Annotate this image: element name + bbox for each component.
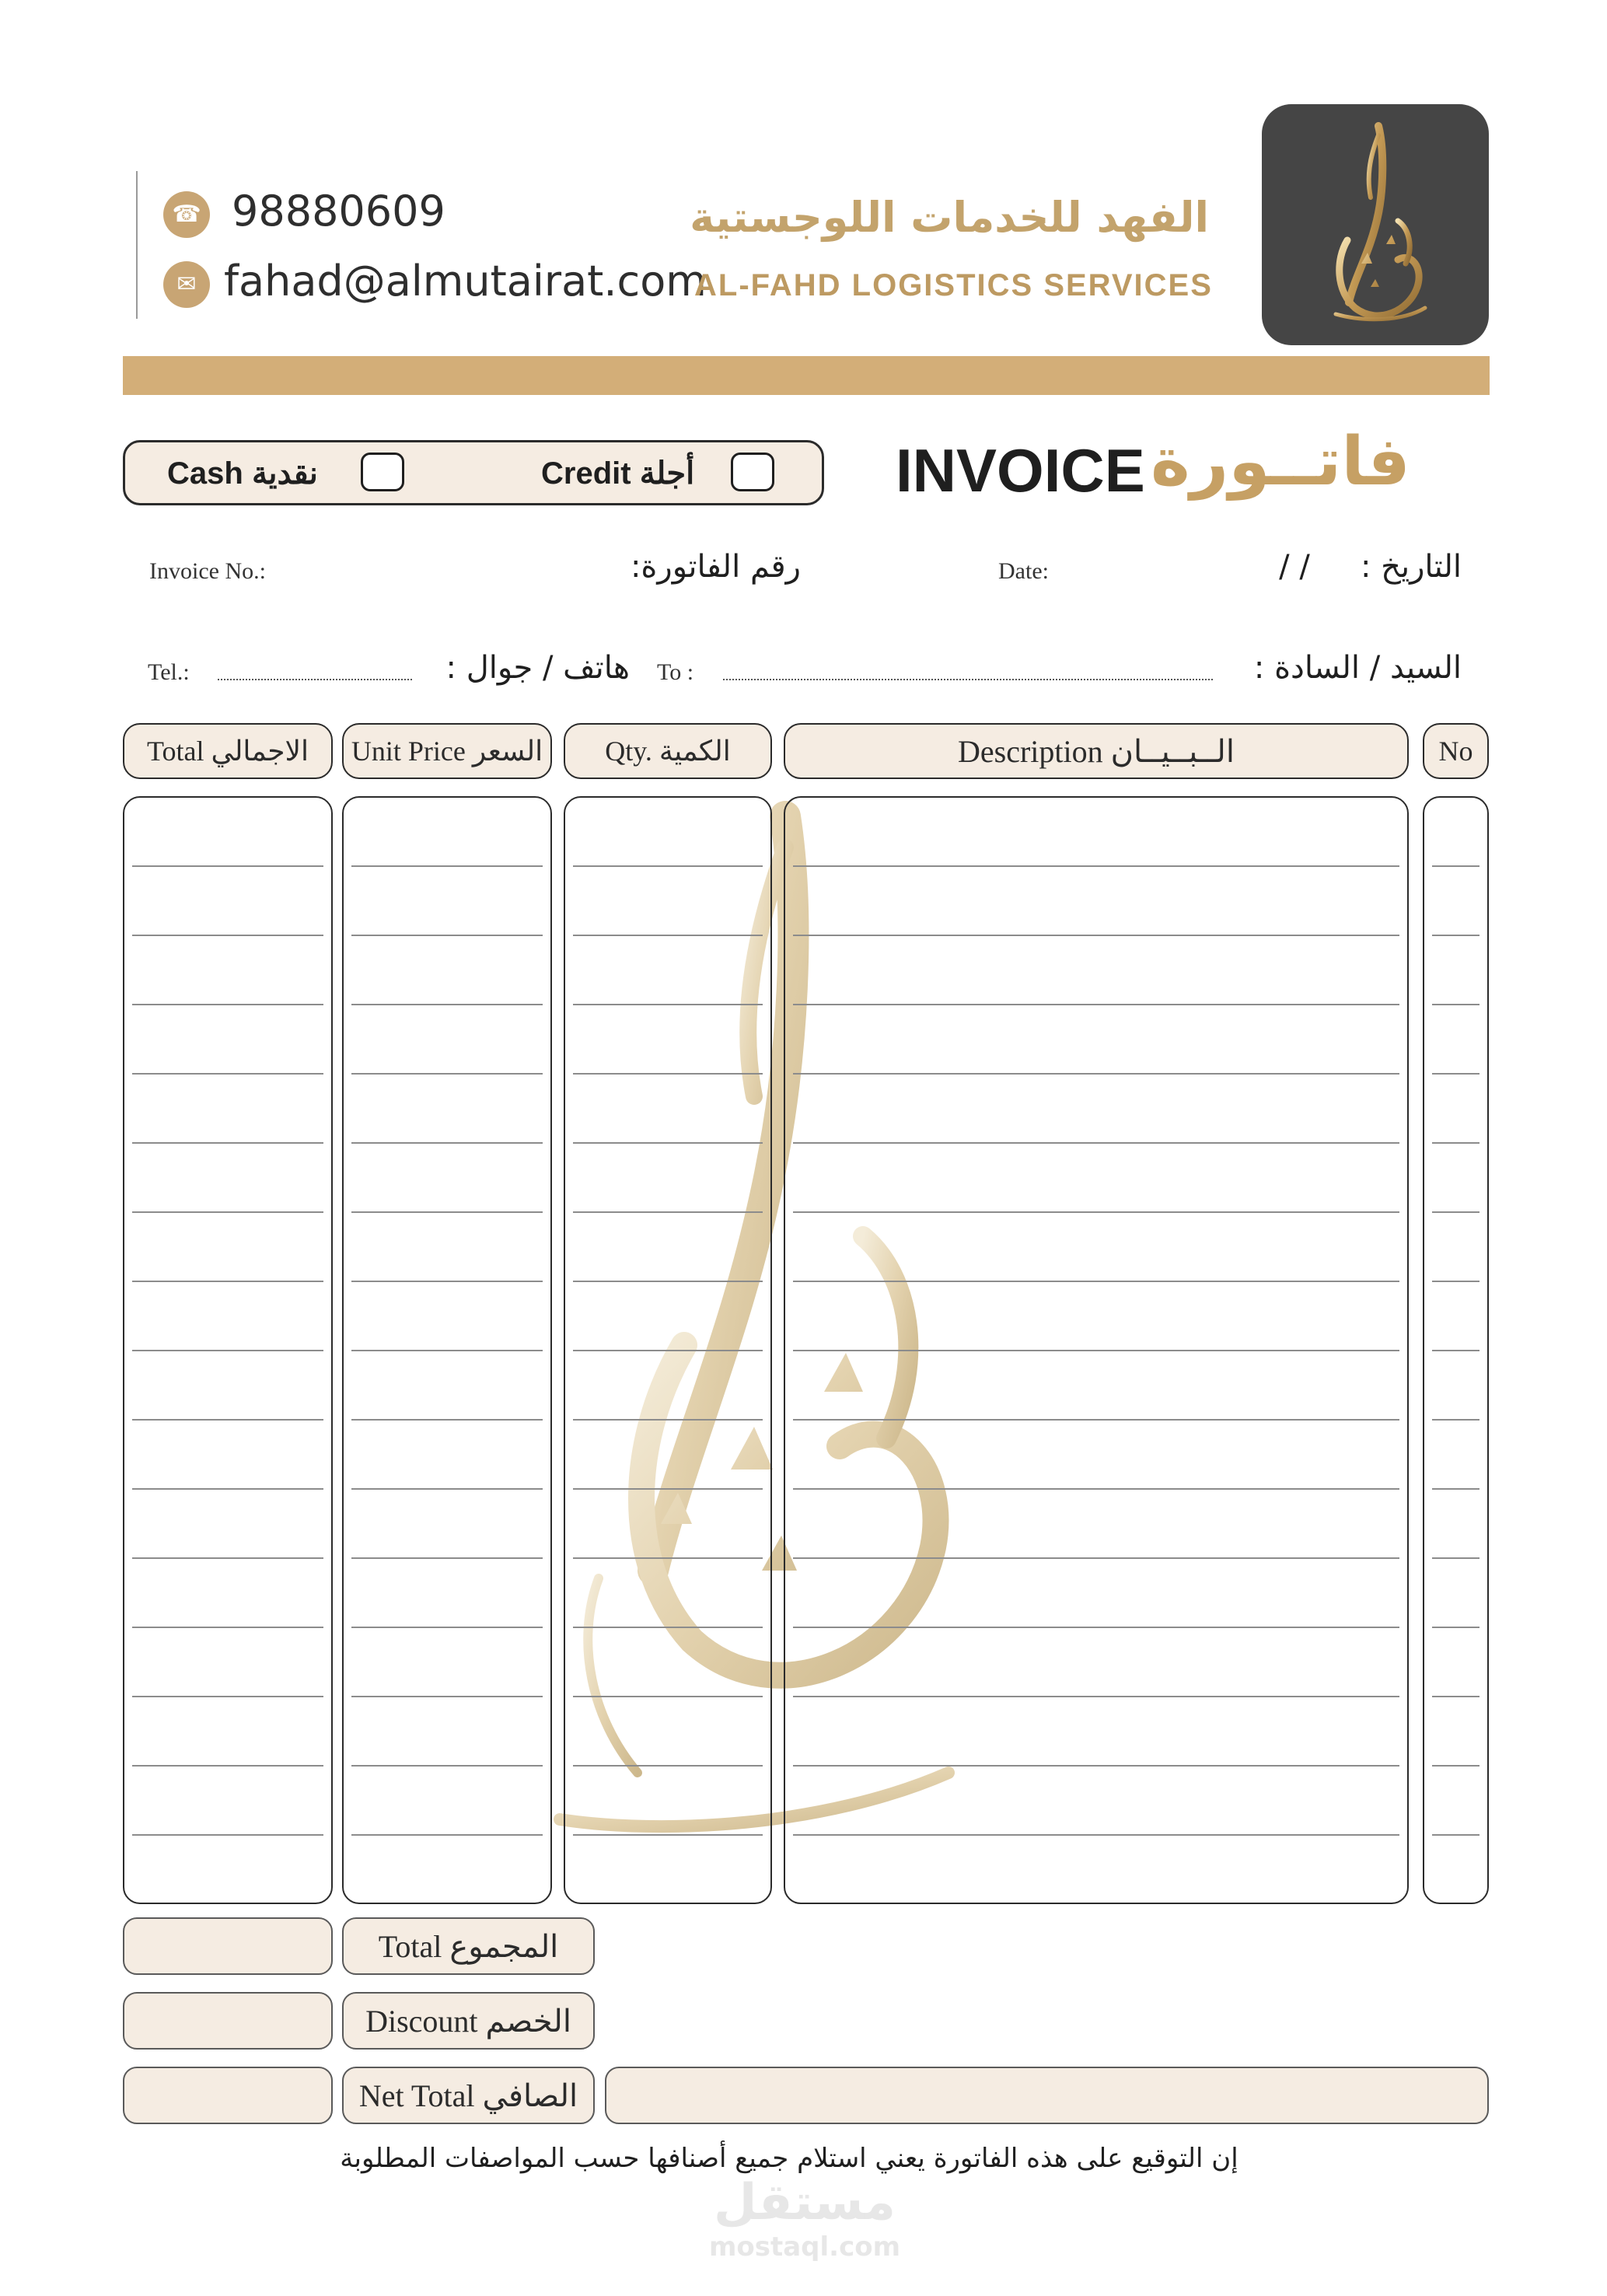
table-row-line (793, 1834, 1399, 1836)
company-name-english: AL-FAHD LOGISTICS SERVICES (694, 268, 1213, 302)
table-row-line (1432, 1211, 1479, 1213)
company-logo (1262, 104, 1489, 345)
column-header-no: No (1423, 723, 1489, 779)
tel-label-en: Tel.: (148, 659, 190, 685)
table-row-line (793, 1142, 1399, 1144)
to-label-en: To : (657, 659, 694, 685)
table-row-line (573, 1004, 763, 1005)
phone-number: 98880609 (232, 187, 445, 236)
column-header-description: Description الــبــيــان (784, 723, 1409, 779)
table-row-line (793, 1696, 1399, 1697)
table-row-line (132, 1142, 323, 1144)
table-row-line (1432, 1350, 1479, 1351)
table-row-line (1432, 1419, 1479, 1421)
table-row-line (793, 1488, 1399, 1490)
table-row-line (132, 1557, 323, 1559)
table-row-line (1432, 1073, 1479, 1075)
header-divider (136, 171, 138, 319)
credit-checkbox[interactable] (731, 453, 774, 491)
table-row-line (573, 1627, 763, 1628)
date-separators: / / (1279, 549, 1310, 585)
table-row-line (573, 1557, 763, 1559)
table-row-line (793, 1350, 1399, 1351)
table-row-line (573, 1696, 763, 1697)
table-row-line (573, 935, 763, 936)
tel-label-ar: هاتف / جوال : (445, 650, 630, 686)
table-row-line (573, 1488, 763, 1490)
calligraphy-logo-icon (1262, 104, 1489, 345)
cash-checkbox[interactable] (361, 453, 404, 491)
invoice-title-arabic: فاتــورة (1151, 423, 1410, 501)
net-total-value-field[interactable] (123, 2067, 333, 2124)
invoice-number-label-ar: رقم الفاتورة: (630, 549, 801, 585)
table-row-line (573, 1073, 763, 1075)
date-label-ar: التاريخ : (1360, 549, 1462, 585)
table-row-line (132, 1765, 323, 1767)
table-row-line (1432, 1765, 1479, 1767)
table-row-line (1432, 1142, 1479, 1144)
table-row-line (573, 1281, 763, 1282)
table-row-line (793, 1211, 1399, 1213)
table-row-line (351, 935, 543, 936)
phone-icon: ☎ (163, 191, 210, 238)
table-row-line (351, 1281, 543, 1282)
cash-label: Cash نقدية (167, 456, 318, 491)
signature-note: إن التوقيع على هذه الفاتورة يعني استلام جميع أصنافها حسب المواصفات المطلوبة (340, 2143, 1238, 2174)
mostaql-watermark-arabic: مستقل (713, 2174, 896, 2231)
table-row-line (351, 1557, 543, 1559)
table-row-line (573, 865, 763, 867)
table-row-line (132, 1004, 323, 1005)
table-row-line (351, 1834, 543, 1836)
table-row-line (573, 1419, 763, 1421)
table-row-line (132, 935, 323, 936)
table-row-line (793, 865, 1399, 867)
table-row-line (1432, 1696, 1479, 1697)
table-row-line (351, 1765, 543, 1767)
company-name-arabic: الفهد للخدمات اللوجستية (690, 193, 1209, 242)
table-row-line (573, 1834, 763, 1836)
credit-label: Credit أجلة (541, 456, 695, 491)
mostaql-watermark-url: mostaql.com (708, 2231, 901, 2263)
email-address: fahad@almutairat.com (224, 257, 707, 306)
column-header-unit-price: Unit Price السعر (342, 723, 552, 779)
discount-value-field[interactable] (123, 1992, 333, 2050)
column-header-qty: Qty. الكمية (564, 723, 772, 779)
table-row-line (1432, 865, 1479, 867)
table-row-line (351, 1350, 543, 1351)
table-row-line (573, 1142, 763, 1144)
table-row-line (1432, 1488, 1479, 1490)
amount-in-words-field[interactable] (605, 2067, 1489, 2124)
table-row-line (793, 1765, 1399, 1767)
table-row-line (351, 865, 543, 867)
invoice-title-english: INVOICE (896, 436, 1145, 505)
table-row-line (793, 935, 1399, 936)
table-row-line (132, 1627, 323, 1628)
date-label-en: Date: (998, 558, 1049, 584)
table-row-line (351, 1627, 543, 1628)
tel-input-line[interactable] (218, 679, 412, 680)
total-label: Total المجموع (342, 1917, 595, 1975)
table-row-line (573, 1350, 763, 1351)
header-gold-band (123, 356, 1490, 395)
total-value-field[interactable] (123, 1917, 333, 1975)
table-row-line (793, 1557, 1399, 1559)
table-row-line (132, 1419, 323, 1421)
table-row-line (793, 1073, 1399, 1075)
table-row-line (132, 1488, 323, 1490)
table-row-line (132, 1350, 323, 1351)
table-row-line (132, 1834, 323, 1836)
table-row-line (793, 1419, 1399, 1421)
net-total-label: Net Total الصافي (342, 2067, 595, 2124)
to-label-ar: السيد / السادة : (1253, 650, 1462, 686)
table-row-line (351, 1696, 543, 1697)
table-row-line (351, 1488, 543, 1490)
table-row-line (351, 1211, 543, 1213)
table-row-line (793, 1004, 1399, 1005)
table-row-line (351, 1004, 543, 1005)
table-row-line (1432, 1557, 1479, 1559)
envelope-icon: ✉ (163, 261, 210, 308)
table-row-line (1432, 1004, 1479, 1005)
table-row-line (573, 1211, 763, 1213)
invoice-number-label-en: Invoice No.: (149, 558, 266, 584)
table-row-line (1432, 1834, 1479, 1836)
table-row-line (573, 1765, 763, 1767)
table-row-line (1432, 1627, 1479, 1628)
table-row-line (351, 1142, 543, 1144)
table-row-line (793, 1627, 1399, 1628)
table-row-line (132, 1696, 323, 1697)
table-row-line (1432, 935, 1479, 936)
table-row-line (132, 1211, 323, 1213)
to-input-line[interactable] (723, 679, 1213, 680)
table-row-line (132, 1073, 323, 1075)
table-row-line (132, 1281, 323, 1282)
table-row-line (351, 1073, 543, 1075)
table-row-line (793, 1281, 1399, 1282)
table-row-line (1432, 1281, 1479, 1282)
discount-label: Discount الخصم (342, 1992, 595, 2050)
column-header-total: Total الاجمالي (123, 723, 333, 779)
table-row-line (132, 865, 323, 867)
table-row-line (351, 1419, 543, 1421)
